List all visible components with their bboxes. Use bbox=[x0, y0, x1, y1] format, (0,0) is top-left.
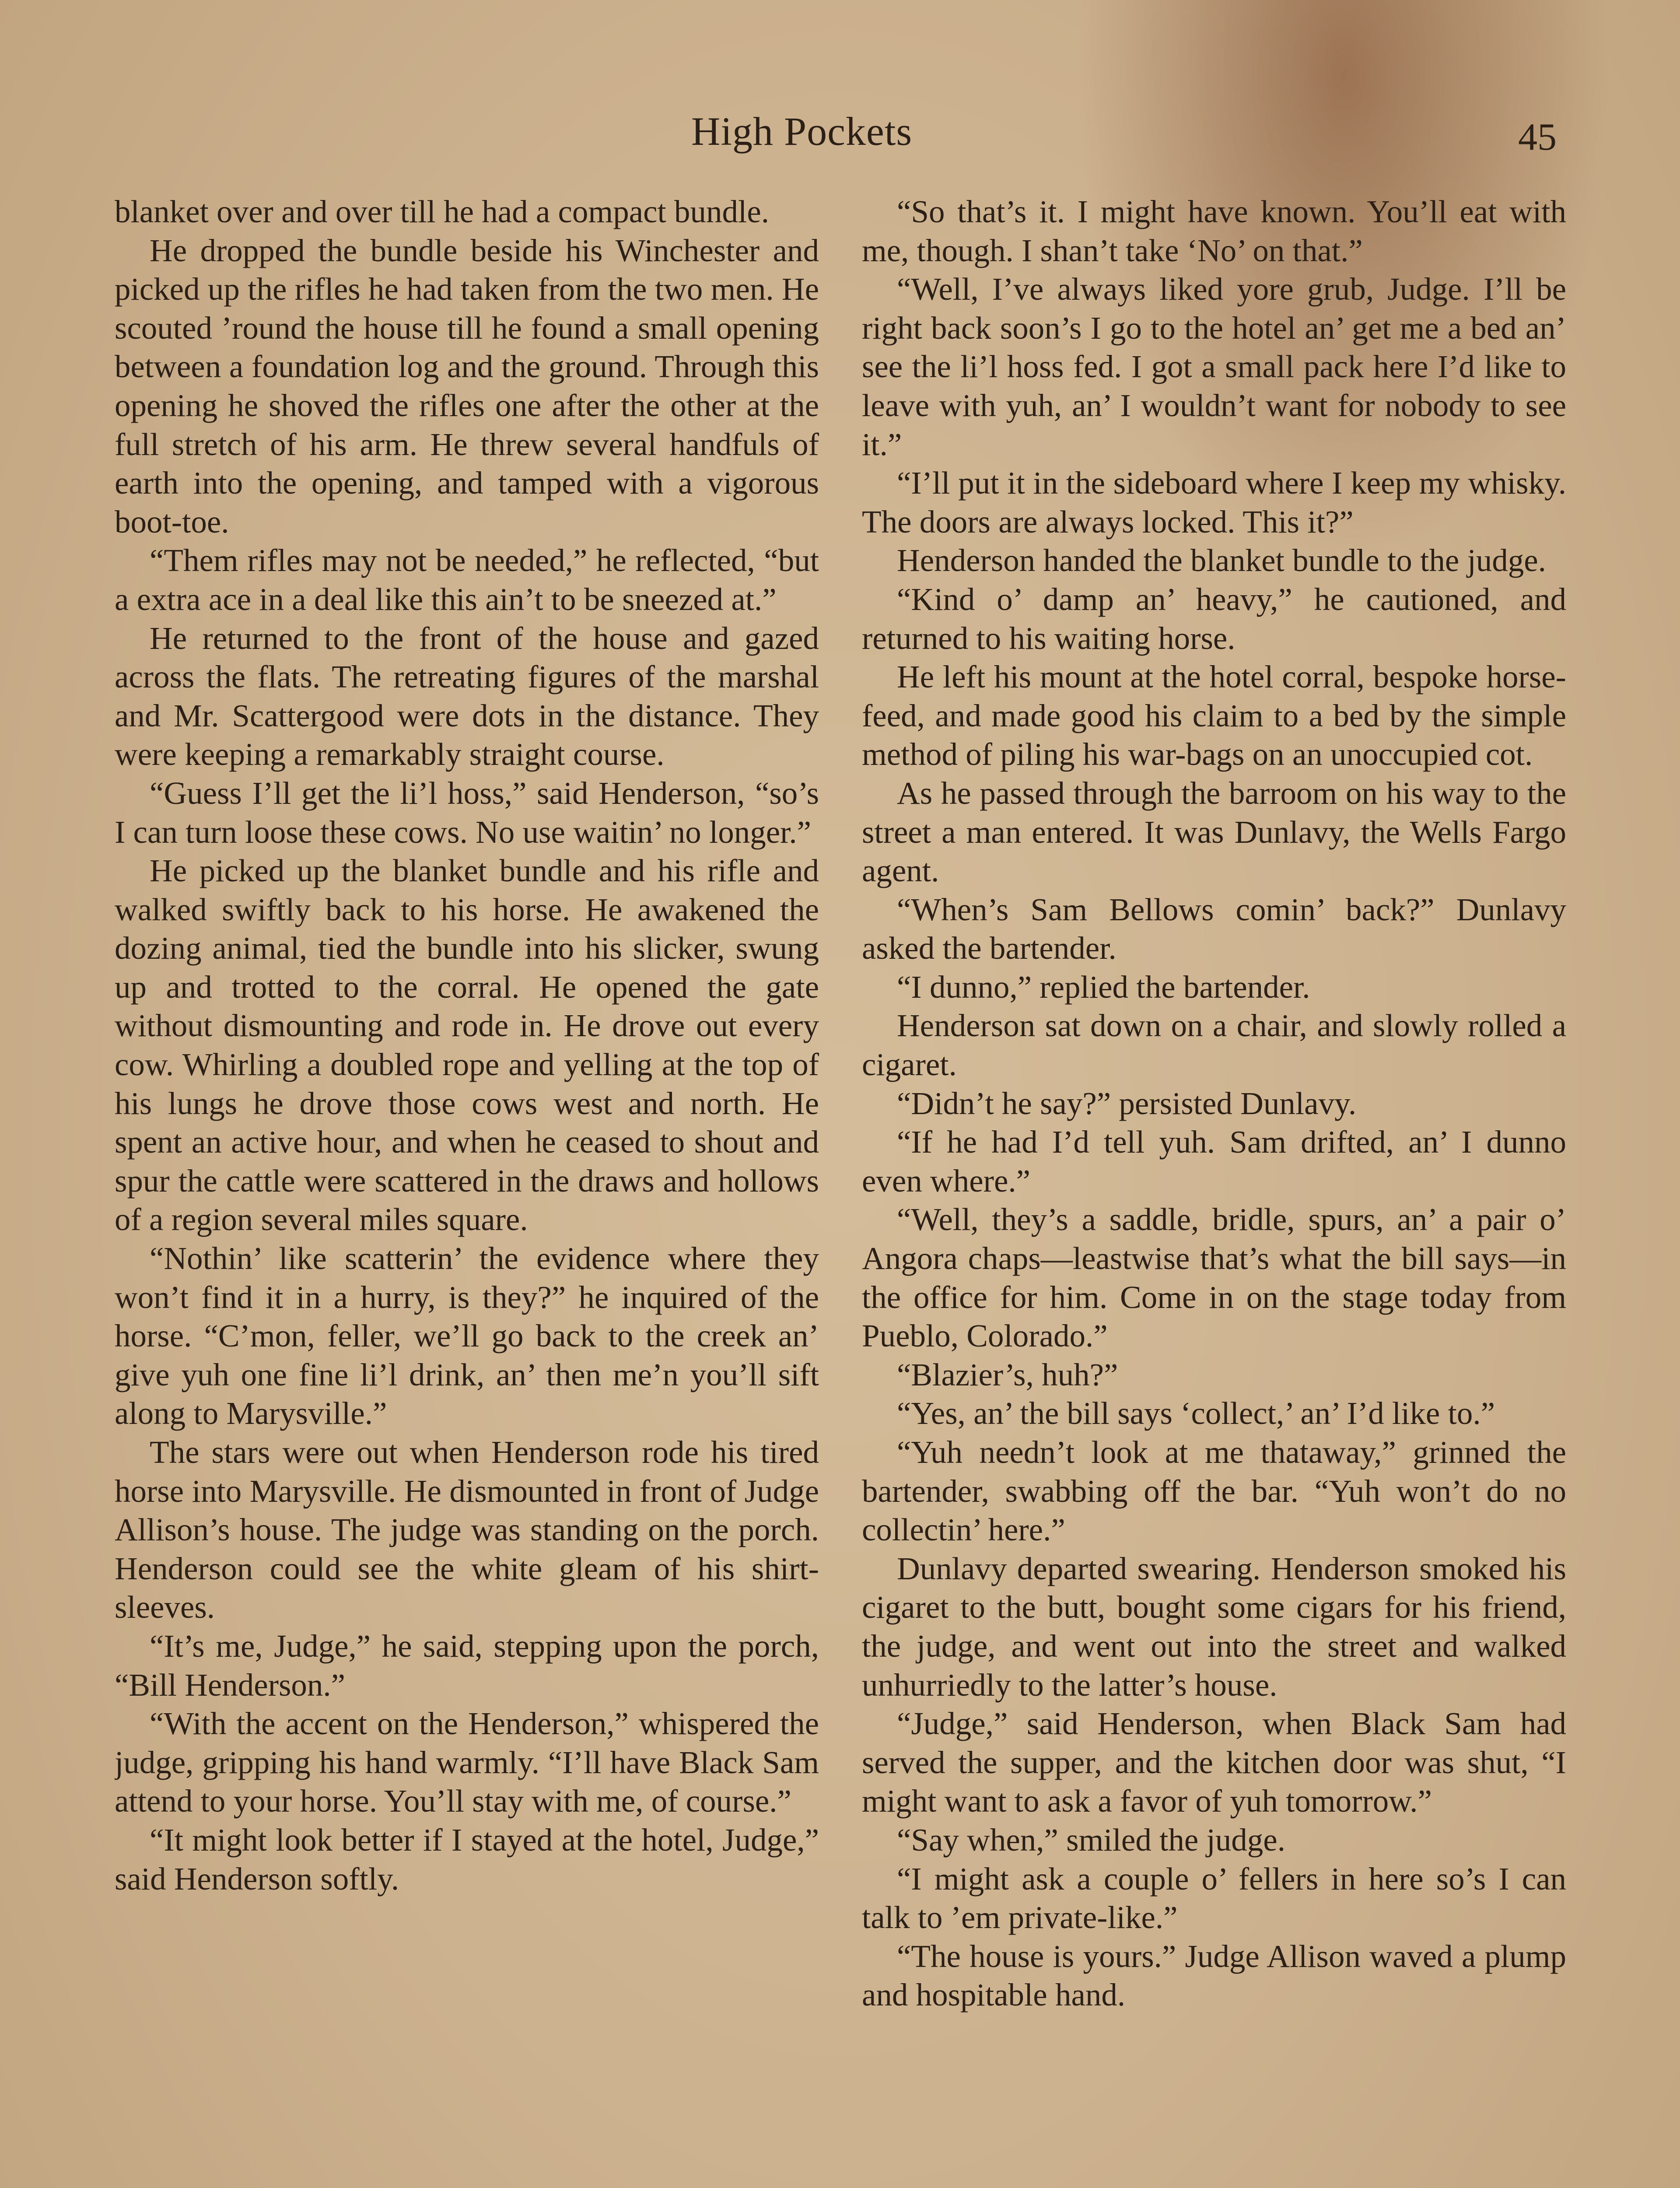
paragraph: “It’s me, Judge,” he said, stepping upon the porch, “Bill Henderson.” bbox=[115, 1628, 819, 1703]
paragraph: “So that’s it. I might have known. You’ll eat with me, though. I shan’t take ‘No’ on that.” bbox=[862, 194, 1566, 268]
running-head: High Pockets bbox=[691, 109, 913, 154]
paragraph: “With the accent on the Henderson,” whispered the judge, gripping his hand warmly. “I’ll have Black Sam attend to your horse. You’ll stay with me, of course.” bbox=[115, 1706, 819, 1819]
paragraph: “If he had I’d tell yuh. Sam drifted, an’ I dunno even where.” bbox=[862, 1124, 1566, 1199]
paragraph: “Kind o’ damp an’ heavy,” he cautioned, and returned to his waiting horse. bbox=[862, 581, 1566, 656]
paragraph: “When’s Sam Bellows comin’ back?” Dunlavy asked the bartender. bbox=[862, 891, 1566, 966]
paragraph: Henderson sat down on a chair, and slowly rolled a cigaret. bbox=[862, 1008, 1566, 1083]
paragraph: “Guess I’ll get the li’l hoss,” said Henderson, “so’s I can turn loose these cows. No use waitin’ no longer.” bbox=[115, 775, 819, 850]
paragraph: blanket over and over till he had a compact bundle. bbox=[115, 194, 769, 229]
paragraph: “I’ll put it in the sideboard where I keep my whisky. The doors are always locked. This it?” bbox=[862, 465, 1566, 540]
paragraph: “I might ask a couple o’ fellers in here so’s I can talk to ’em private-like.” bbox=[862, 1861, 1566, 1936]
paragraph: “Blazier’s, huh?” bbox=[897, 1357, 1118, 1392]
paragraph: “Didn’t he say?” persisted Dunlavy. bbox=[897, 1085, 1357, 1121]
page-number: 45 bbox=[1518, 116, 1557, 158]
paragraph: He left his mount at the hotel corral, bespoke horse-feed, and made good his claim to a bed by the simple method of piling his war-bags on an unoccupied cot. bbox=[862, 659, 1566, 772]
paragraph: “Well, they’s a saddle, bridle, spurs, an’ a pair o’ Angora chaps—leastwise that’s what the bill says—in the office for him. Come in on the stage today from Pueblo, Colorado.” bbox=[862, 1202, 1566, 1354]
paragraph: “Judge,” said Henderson, when Black Sam had served the supper, and the kitchen door was shut, “I might want to ask a favor of yuh tomorrow.” bbox=[862, 1706, 1566, 1819]
paragraph: Dunlavy departed swearing. Henderson smoked his cigaret to the butt, bought some cigars for his friend, the judge, and went out into the street and walked unhurriedly to the latter’s house. bbox=[862, 1550, 1566, 1703]
paragraph: As he passed through the barroom on his way to the street a man entered. It was Dunlavy, the Wells Fargo agent. bbox=[862, 775, 1566, 889]
text-column-right bbox=[862, 193, 1566, 2188]
paragraph: He returned to the front of the house and gazed across the flats. The retreating figures of the marshal and Mr. Scattergood were dots in the distance. They were keeping a remarkably straight course. bbox=[115, 620, 819, 772]
paragraph: “Yes, an’ the bill says ‘collect,’ an’ I’d like to.” bbox=[897, 1396, 1495, 1431]
paragraph: “Them rifles may not be needed,” he reflected, “but a extra ace in a deal like this ain’t to be sneezed at.” bbox=[115, 543, 819, 617]
paragraph: “I dunno,” replied the bartender. bbox=[897, 969, 1310, 1005]
paragraph: “Say when,” smiled the judge. bbox=[897, 1822, 1285, 1858]
paragraph: The stars were out when Henderson rode his tired horse into Marysville. He dismounted in front of Judge Allison’s house. The judge was standing on the porch. Henderson could see the white gleam of his shirt-sleeves. bbox=[115, 1434, 819, 1625]
page-header bbox=[0, 105, 1680, 158]
paragraph: Henderson handed the blanket bundle to the judge. bbox=[897, 543, 1546, 579]
text-column-left bbox=[115, 193, 819, 2188]
paragraph: He dropped the bundle beside his Winchester and picked up the rifles he had taken from the two men. He scouted ’round the house till he found a small opening between a foundation log and the ground. Through this opening he shoved the rifles one after the other at the full stretch of his arm. He threw several handfuls of earth into the opening, and tamped with a vigorous boot-toe. bbox=[115, 232, 819, 540]
paragraph: “Well, I’ve always liked yore grub, Judge. I’ll be right back soon’s I go to the hotel an’ get me a bed an’ see the li’l hoss fed. I got a small pack here I’d like to leave with yuh, an’ I wouldn’t want for nobody to see it.” bbox=[862, 271, 1566, 462]
paragraph: “Nothin’ like scatterin’ the evidence where they won’t find it in a hurry, is they?” he inquired of the horse. “C’mon, feller, we’ll go back to the creek an’ give yuh one fine li’l drink, an’ then me’n you’ll sift along to Marysville.” bbox=[115, 1241, 819, 1431]
paragraph: “The house is yours.” Judge Allison waved a plump and hospitable hand. bbox=[862, 1938, 1566, 2013]
paragraph: “It might look better if I stayed at the hotel, Judge,” said Henderson softly. bbox=[115, 1822, 819, 1897]
paragraph: He picked up the blanket bundle and his rifle and walked swiftly back to his horse. He awakened the dozing animal, tied the bundle into his slicker, swung up and trotted to the corral. He opened the gate without dismounting and rode in. He drove out every cow. Whirling a doubled rope and yelling at the top of his lungs he drove those cows west and north. He spent an active hour, and when he ceased to shout and spur the cattle were scattered in the draws and hollows of a region several miles square. bbox=[115, 853, 819, 1238]
paragraph: “Yuh needn’t look at me thataway,” grinned the bartender, swabbing off the bar. “Yuh won’t do no collectin’ here.” bbox=[862, 1434, 1566, 1548]
